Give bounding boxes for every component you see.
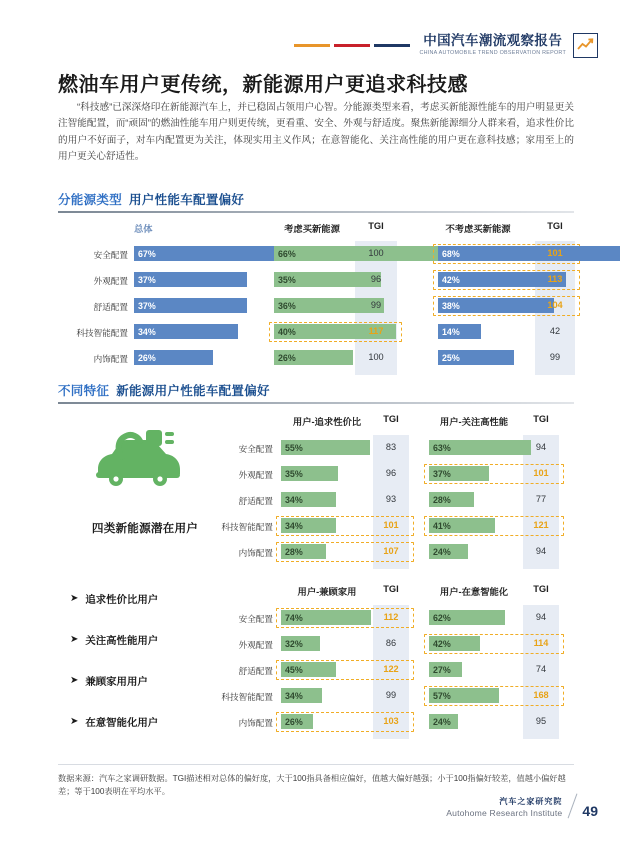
tgi-value-0-3: 99 — [385, 690, 397, 700]
bar-1-0 — [429, 440, 531, 455]
header-title-cn: 中国汽车潮流观察报告 — [423, 33, 563, 48]
tgi-value-1-4: 100 — [368, 352, 384, 362]
tgi-header-0: TGI — [383, 584, 399, 594]
bar-1-3 — [429, 688, 499, 703]
page-number: 49 — [582, 803, 598, 819]
bar-value-0-3: 34% — [285, 520, 303, 531]
row-label-1: 外观配置 — [238, 640, 273, 650]
header-title-en: CHINA AUTOMOBILE TREND OBSERVATION REPORT — [419, 50, 566, 56]
panel-bullet-3[interactable] — [70, 701, 235, 742]
panel-bullet-0[interactable] — [70, 578, 235, 619]
bar-1-3 — [429, 518, 495, 533]
bar-value-0-0: 67% — [138, 248, 156, 259]
tgi-value-1-4: 95 — [535, 716, 547, 726]
brand-name-cn: 汽车之家研究院 — [499, 797, 563, 806]
bar-0-4 — [281, 544, 326, 559]
column-header-0: 总体 — [134, 224, 153, 234]
bar-2-3 — [438, 324, 481, 339]
bar-value-1-2: 28% — [433, 494, 451, 505]
tgi-value-1-0: 94 — [535, 612, 547, 622]
bar-value-1-4: 26% — [278, 352, 296, 363]
bar-1-4 — [274, 350, 353, 365]
bar-value-0-4: 26% — [285, 716, 303, 727]
header-rules — [294, 44, 410, 47]
section2-kicker: 不同特征 — [58, 384, 110, 398]
tgi-value-0-4: 103 — [383, 716, 399, 726]
rule-orange — [294, 44, 330, 47]
bar-value-0-2: 37% — [138, 300, 156, 311]
rule-red — [334, 44, 370, 47]
tgi-value-0-0: 83 — [385, 442, 397, 452]
bar-value-1-0: 66% — [278, 248, 296, 259]
tgi-value-1-0: 100 — [368, 248, 384, 258]
tgi-value-2-3: 42 — [549, 326, 561, 336]
bar-0-3 — [134, 324, 238, 339]
tgi-value-0-2: 122 — [383, 664, 399, 674]
row-label-4: 内饰配置 — [238, 718, 273, 728]
bar-value-1-0: 63% — [433, 442, 451, 453]
column-header-1: 用户-关注高性能 — [439, 417, 509, 427]
section1-kicker: 分能源类型 — [58, 193, 123, 207]
bar-value-0-4: 26% — [138, 352, 156, 363]
row-label-3: 科技智能配置 — [221, 692, 273, 702]
bar-value-0-0: 55% — [285, 442, 303, 453]
section2-divider — [58, 402, 574, 404]
column-header-1: 考虑买新能源 — [284, 224, 340, 234]
bar-value-1-1: 35% — [278, 274, 296, 285]
bar-value-1-0: 62% — [433, 612, 451, 623]
bar-value-1-3: 57% — [433, 690, 451, 701]
bar-value-1-4: 24% — [433, 546, 451, 557]
tgi-value-1-3: 117 — [368, 326, 384, 336]
bar-0-3 — [281, 688, 322, 703]
bar-0-3 — [281, 518, 336, 533]
bar-value-2-3: 14% — [442, 326, 460, 337]
tgi-value-0-1: 96 — [385, 468, 397, 478]
tgi-value-0-3: 101 — [383, 520, 399, 530]
tgi-header-1: TGI — [368, 221, 384, 231]
tgi-value-1-1: 101 — [533, 468, 549, 478]
bar-value-0-3: 34% — [138, 326, 156, 337]
row-label-4: 内饰配置 — [93, 354, 128, 364]
row-label-1: 外观配置 — [238, 470, 273, 480]
bar-value-1-3: 41% — [433, 520, 451, 531]
bar-value-0-1: 35% — [285, 468, 303, 479]
bar-value-2-2: 38% — [442, 300, 460, 311]
bar-value-1-1: 37% — [433, 468, 451, 479]
tgi-header-1: TGI — [533, 584, 549, 594]
bar-value-0-2: 45% — [285, 664, 303, 675]
bar-value-1-2: 27% — [433, 664, 451, 675]
row-label-3: 科技智能配置 — [76, 328, 128, 338]
report-header — [0, 28, 620, 62]
brand-slash — [566, 793, 580, 819]
panel-bullet-list — [70, 578, 235, 742]
intro-paragraph: “科技感”已深深烙印在新能源汽车上，并已稳固占领用户心智。分能源类型来看，考虑买新能源性能车的用户明显更关注智能配置，而“顽固”的燃油性能车用户则更传统，更看重、安全、外观与舒适度。聚焦新能源细分人群来看，追求性价比的用户不好面子，对车内配置更为关注，体现实用主义作风；在意智能化、关注高性能的用户更在意科技感；家用至上的用户更关心舒适性。 — [58, 102, 574, 163]
row-label-2: 舒适配置 — [93, 302, 128, 312]
footer-note: 数据来源：汽车之家调研数据。TGI描述相对总体的偏好度，大于100指具备相应偏好，值越大偏好越强；小于100指偏好较差，值越小偏好越差；等于100表明在平均水平。 — [58, 774, 566, 797]
bar-1-4 — [429, 714, 458, 729]
row-label-2: 舒适配置 — [238, 496, 273, 506]
tgi-value-1-1: 96 — [370, 274, 382, 284]
bar-1-0 — [429, 610, 505, 625]
bar-value-1-1: 42% — [433, 638, 451, 649]
section1-divider — [58, 211, 574, 213]
bar-value-1-3: 40% — [278, 326, 296, 337]
bar-value-0-1: 37% — [138, 274, 156, 285]
tgi-value-1-2: 77 — [535, 494, 547, 504]
section2-title: 新能源用户性能车配置偏好 — [116, 384, 270, 398]
panel-title: 四类新能源潜在用户 — [91, 522, 199, 535]
bar-0-1 — [281, 466, 338, 481]
row-label-1: 外观配置 — [93, 276, 128, 286]
tgi-value-1-1: 114 — [533, 638, 549, 648]
bar-value-0-2: 34% — [285, 494, 303, 505]
tgi-value-2-1: 113 — [547, 274, 563, 284]
panel-bullet-label-2: 兼顾家用用户 — [85, 677, 148, 688]
bar-0-0 — [281, 610, 371, 625]
electric-car-charging-icon — [92, 425, 196, 487]
panel-bullet-label-1: 关注高性能用户 — [85, 636, 159, 647]
bar-1-4 — [429, 544, 468, 559]
bar-1-2 — [429, 662, 462, 677]
bar-0-4 — [281, 714, 313, 729]
chart-energy-type — [58, 216, 574, 366]
panel-bullet-2[interactable] — [70, 660, 235, 701]
tgi-header-1: TGI — [533, 414, 549, 424]
bar-1-1 — [429, 636, 480, 651]
section1-title: 用户性能车配置偏好 — [129, 193, 245, 207]
footer-divider — [58, 764, 574, 765]
row-label-0: 安全配置 — [238, 444, 273, 454]
tgi-value-2-4: 99 — [549, 352, 561, 362]
bar-value-1-2: 36% — [278, 300, 296, 311]
panel-bullet-label-0: 追求性价比用户 — [85, 595, 159, 606]
trend-chart-icon — [573, 33, 598, 58]
row-label-3: 科技智能配置 — [221, 522, 273, 532]
row-label-4: 内饰配置 — [238, 548, 273, 558]
brand-name-en: Autohome Research Institute — [446, 808, 563, 818]
tgi-value-2-0: 101 — [547, 248, 563, 258]
bar-0-2 — [281, 492, 336, 507]
row-label-0: 安全配置 — [93, 250, 128, 260]
tgi-value-1-2: 99 — [370, 300, 382, 310]
bar-2-0 — [438, 246, 620, 261]
bar-value-0-1: 32% — [285, 638, 303, 649]
chevron-right-icon: ➤ — [70, 674, 79, 686]
bar-0-0 — [281, 440, 370, 455]
chevron-right-icon: ➤ — [70, 592, 79, 604]
tgi-value-0-2: 93 — [385, 494, 397, 504]
column-header-0: 用户-兼顾家用 — [297, 587, 357, 597]
section1-heading — [58, 190, 244, 208]
bar-2-4 — [438, 350, 514, 365]
bar-value-1-4: 24% — [433, 716, 451, 727]
bar-1-1 — [429, 466, 489, 481]
chevron-right-icon: ➤ — [70, 633, 79, 645]
bar-value-2-1: 42% — [442, 274, 460, 285]
brand-block — [446, 793, 598, 819]
chart-segments-top — [215, 408, 574, 568]
bar-value-0-3: 34% — [285, 690, 303, 701]
bar-value-2-0: 68% — [442, 248, 460, 259]
page-title: 燃油车用户更传统，新能源用户更追求科技感 — [58, 74, 468, 96]
tgi-value-1-4: 94 — [535, 546, 547, 556]
tgi-value-0-4: 107 — [383, 546, 399, 556]
tgi-value-1-0: 94 — [535, 442, 547, 452]
chevron-right-icon: ➤ — [70, 715, 79, 727]
tgi-value-1-3: 168 — [533, 690, 549, 700]
section2-heading — [58, 381, 270, 399]
panel-bullet-1[interactable] — [70, 619, 235, 660]
bar-0-2 — [281, 662, 336, 677]
tgi-value-1-2: 74 — [535, 664, 547, 674]
bar-1-2 — [429, 492, 474, 507]
column-header-0: 用户-追求性价比 — [292, 417, 362, 427]
tgi-header-2: TGI — [547, 221, 563, 231]
tgi-value-0-1: 86 — [385, 638, 397, 648]
row-label-0: 安全配置 — [238, 614, 273, 624]
tgi-value-0-0: 112 — [383, 612, 399, 622]
rule-navy — [374, 44, 410, 47]
tgi-value-2-2: 104 — [547, 300, 563, 310]
bar-0-4 — [134, 350, 213, 365]
bar-value-0-4: 28% — [285, 546, 303, 557]
bar-0-1 — [134, 272, 247, 287]
tgi-header-0: TGI — [383, 414, 399, 424]
column-header-2: 不考虑买新能源 — [445, 224, 511, 234]
row-label-2: 舒适配置 — [238, 666, 273, 676]
panel-bullet-label-3: 在意智能化用户 — [85, 718, 159, 729]
bar-value-2-4: 25% — [442, 352, 460, 363]
chart-segments-bottom — [215, 578, 574, 738]
bar-0-2 — [134, 298, 247, 313]
bar-0-1 — [281, 636, 320, 651]
header-title-block — [419, 33, 566, 57]
tgi-value-1-3: 121 — [533, 520, 549, 530]
column-header-1: 用户-在意智能化 — [439, 587, 509, 597]
bar-value-0-0: 74% — [285, 612, 303, 623]
